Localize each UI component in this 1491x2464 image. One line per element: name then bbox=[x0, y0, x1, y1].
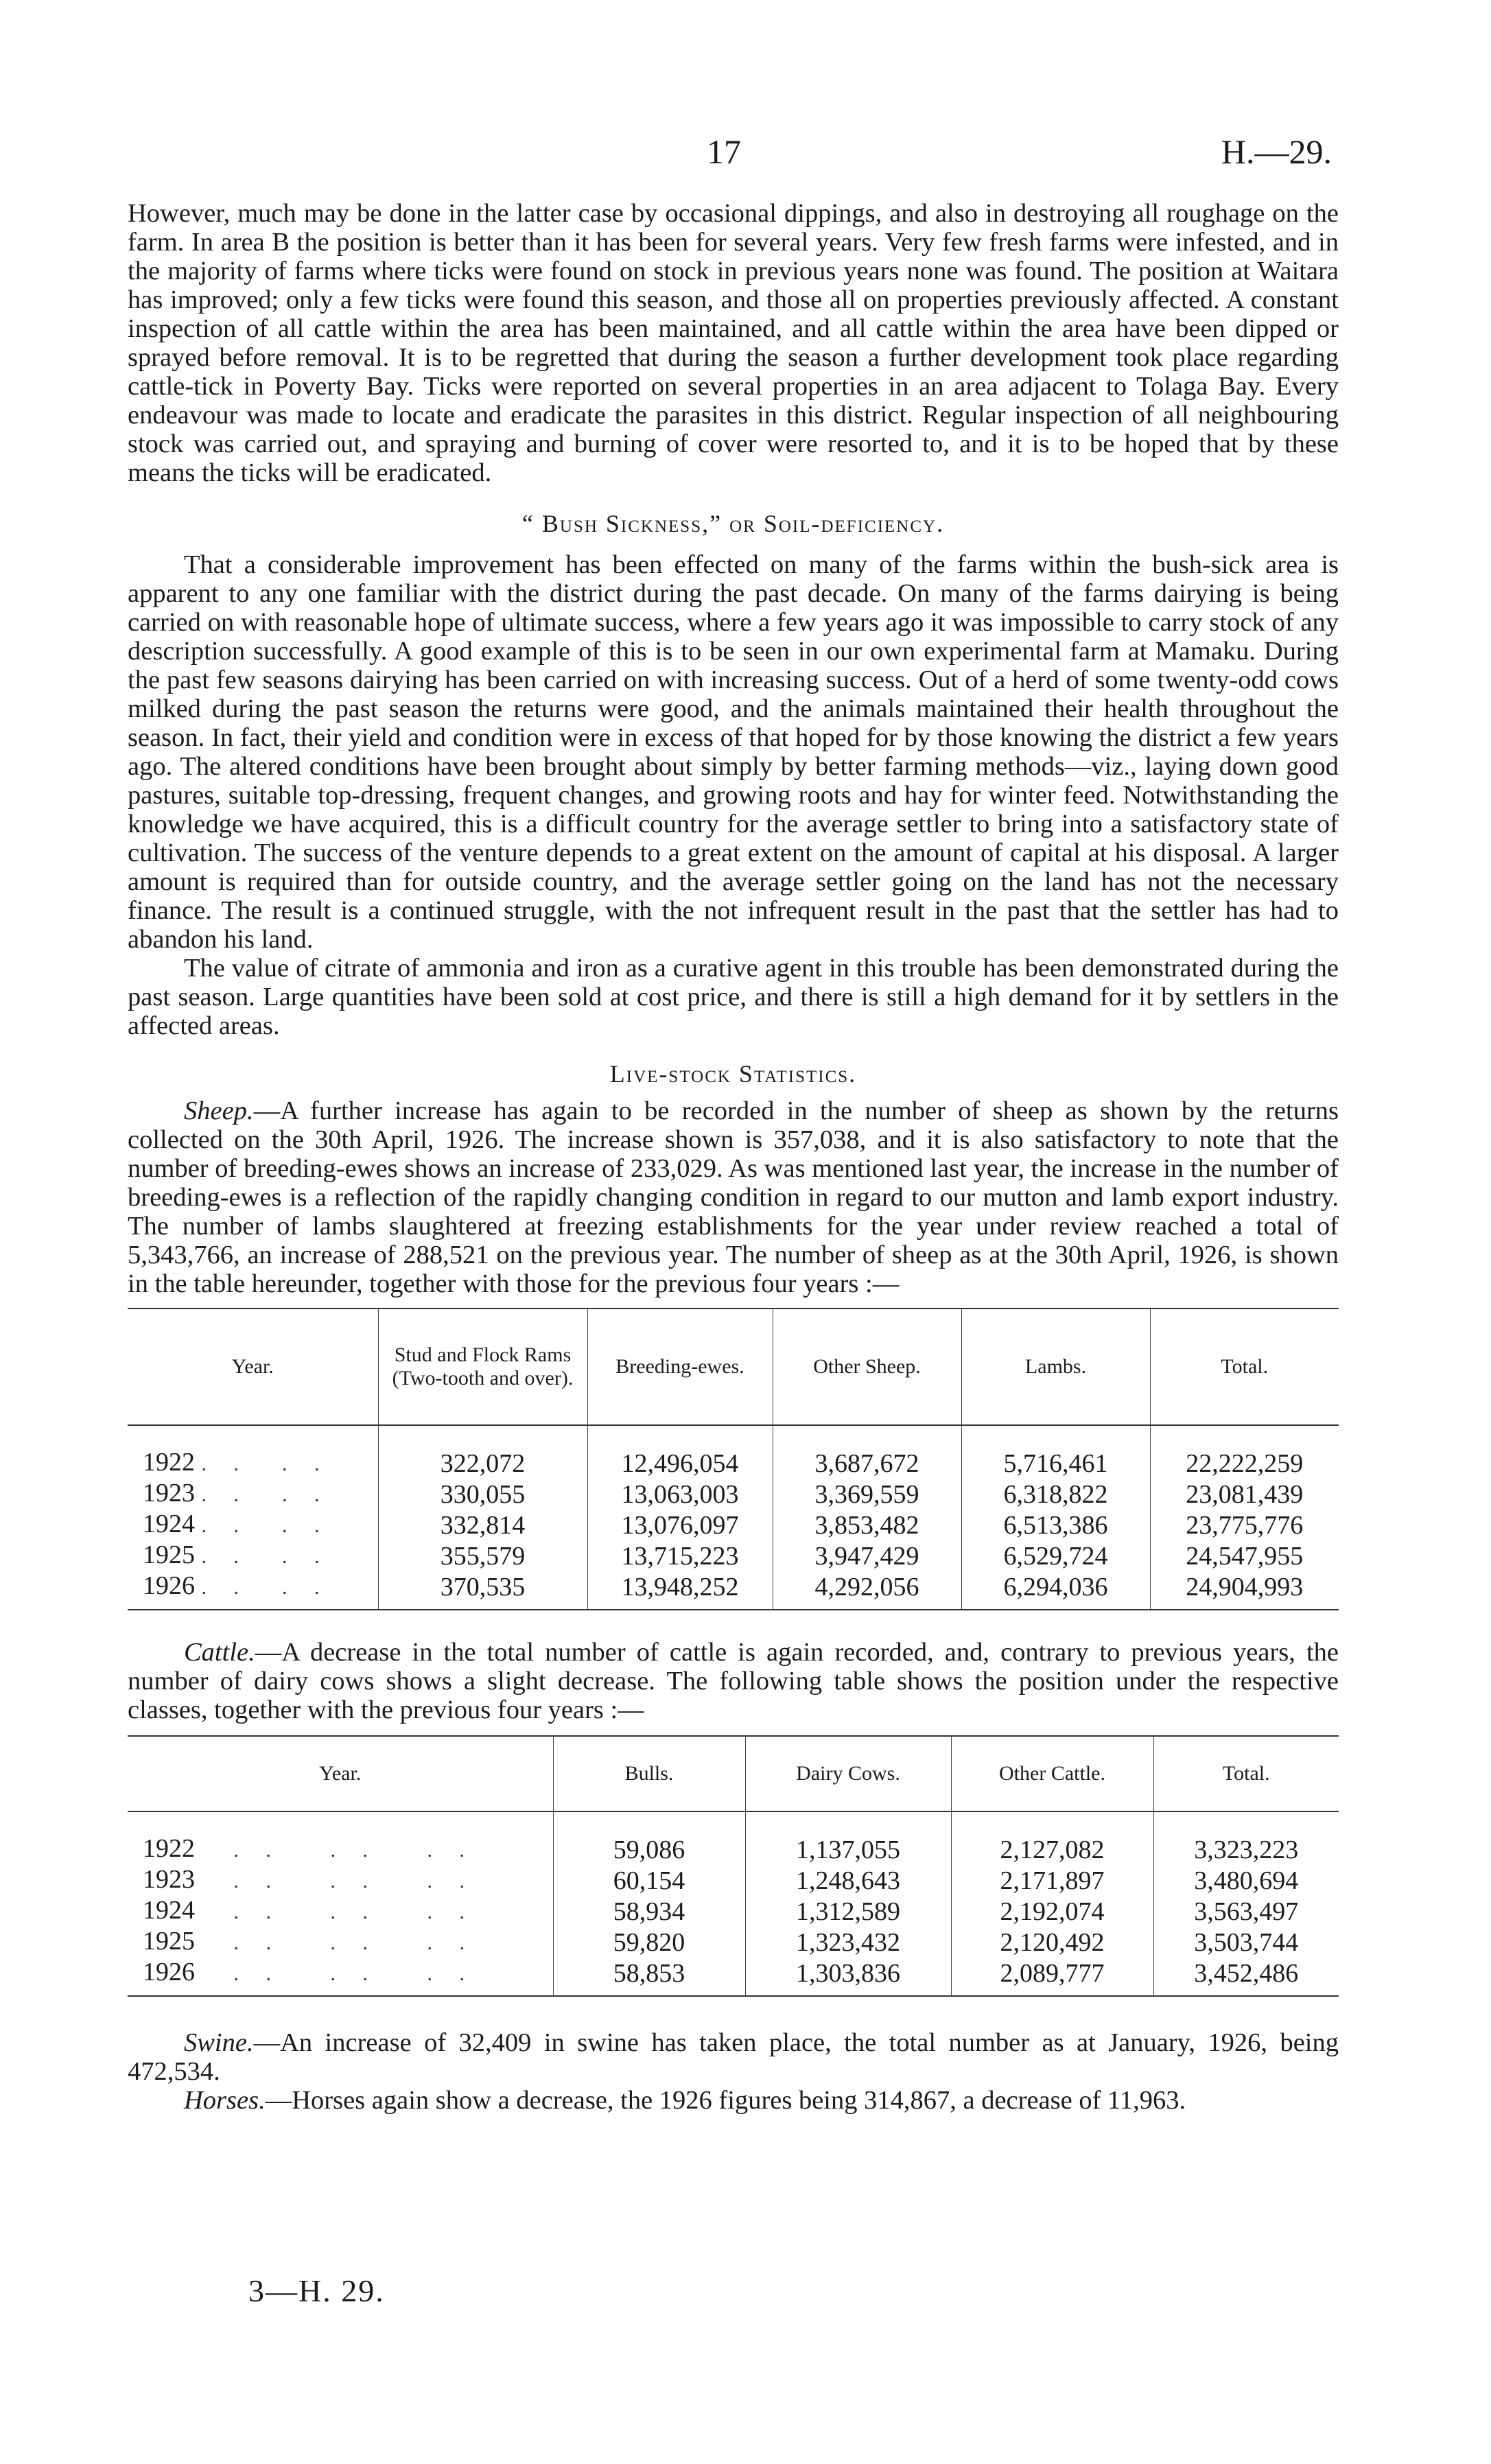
cattle-header-other: Other Cattle. bbox=[951, 1736, 1153, 1811]
sheep-text: —A further increase has again to be recorded in the number of sheep as shown by the returns collected on the 30th April, 1926. The increase shown is 357,038, and it is also satisfactory to note that the number of breeding-ewes shows an increase of 233,029. As was mentioned last year, the increase in the number of breeding-ewes is a reflection of the rapidly changing condition in regard to our mutton and lamb export industry. The number of lambs slaughtered at freezing establishments for the year under review reached a total of 5,343,766, an increase of 288,521 on the previous year. The number of sheep as at the 30th April, 1926, is shown in the table hereunder, together with those for the previous four years :— bbox=[128, 1096, 1339, 1298]
table-row: 1922 . . . . 322,072 12,496,054 3,687,672 5,716,461 22,222,259 bbox=[128, 1448, 1339, 1479]
row-bulls: 60,154 bbox=[553, 1865, 745, 1896]
row-total: 24,547,955 bbox=[1150, 1540, 1339, 1571]
row-total: 23,081,439 bbox=[1150, 1479, 1339, 1510]
cattle-table-header bbox=[128, 1736, 1339, 1811]
row-other: 2,120,492 bbox=[951, 1927, 1153, 1958]
row-dairy: 1,137,055 bbox=[745, 1834, 951, 1865]
row-year: 1922 bbox=[143, 1448, 195, 1477]
page-number: 17 bbox=[707, 132, 741, 171]
swine-text: —An increase of 32,409 in swine has taken place, the total number as at January, 1926, being 472,534. bbox=[128, 2028, 1339, 2086]
row-year: 1926 bbox=[143, 1958, 195, 1986]
row-ewes: 12,496,054 bbox=[587, 1448, 773, 1479]
row-rams: 322,072 bbox=[378, 1448, 587, 1479]
row-other: 3,369,559 bbox=[773, 1479, 961, 1510]
row-total: 3,563,497 bbox=[1153, 1896, 1339, 1927]
row-bulls: 58,934 bbox=[553, 1896, 745, 1927]
row-total: 3,323,223 bbox=[1153, 1834, 1339, 1865]
row-ewes: 13,076,097 bbox=[587, 1510, 773, 1540]
cattle-paragraph bbox=[128, 1638, 1339, 1724]
row-other: 2,171,897 bbox=[951, 1865, 1153, 1896]
cattle-text: —A decrease in the total number of cattle is again recorded, and, contrary to previous years, the number of dairy cows shows a slight decrease. The following table shows the position under the respective classes, together with the previous four years :— bbox=[128, 1638, 1339, 1724]
cattle-header-year: Year. bbox=[128, 1736, 553, 1811]
sheep-header-ewes: Breeding-ewes. bbox=[587, 1309, 773, 1425]
signature-mark: 3—H. 29. bbox=[248, 2273, 385, 2308]
sheep-header-other: Other Sheep. bbox=[773, 1309, 961, 1425]
row-other: 2,192,074 bbox=[951, 1896, 1153, 1927]
row-total: 3,503,744 bbox=[1153, 1927, 1339, 1958]
row-year: 1925 bbox=[143, 1927, 195, 1956]
document-body bbox=[128, 199, 1339, 2115]
row-other: 3,947,429 bbox=[773, 1540, 961, 1571]
horses-text: —Horses again show a decrease, the 1926 figures being 314,867, a decrease of 11,963. bbox=[265, 2086, 1186, 2115]
row-dairy: 1,312,589 bbox=[745, 1896, 951, 1927]
row-year: 1924 bbox=[143, 1896, 195, 1925]
sheep-table bbox=[128, 1308, 1339, 1610]
swine-paragraph bbox=[128, 2028, 1339, 2086]
row-year: 1922 bbox=[143, 1834, 195, 1863]
document-reference: H.—29. bbox=[1221, 132, 1332, 171]
table-row: 1923 . . . . 330,055 13,063,003 3,369,559 6,318,822 23,081,439 bbox=[128, 1479, 1339, 1510]
table-row: 1924 . . . . 332,814 13,076,097 3,853,482 6,513,386 23,775,776 bbox=[128, 1510, 1339, 1540]
sheep-header-total: Total. bbox=[1150, 1309, 1339, 1425]
table-row: 1925 . . . . . . 59,820 1,323,432 2,120,492 3,503,744 bbox=[128, 1927, 1339, 1958]
sheep-header-year: Year. bbox=[128, 1309, 378, 1425]
horses-label: Horses. bbox=[184, 2086, 266, 2115]
row-ewes: 13,715,223 bbox=[587, 1540, 773, 1571]
sheep-label: Sheep. bbox=[184, 1096, 254, 1125]
row-ewes: 13,948,252 bbox=[587, 1571, 773, 1610]
row-lambs: 5,716,461 bbox=[961, 1448, 1150, 1479]
swine-label: Swine. bbox=[184, 2028, 254, 2057]
sheep-header-lambs: Lambs. bbox=[961, 1309, 1150, 1425]
cattle-header-total: Total. bbox=[1153, 1736, 1339, 1811]
table-row: 1926 . . . . . . 58,853 1,303,836 2,089,777 3,452,486 bbox=[128, 1958, 1339, 1996]
row-other: 2,089,777 bbox=[951, 1958, 1153, 1996]
row-year: 1923 bbox=[143, 1479, 195, 1507]
table-row: 1923 . . . . . . 60,154 1,248,643 2,171,897 3,480,694 bbox=[128, 1865, 1339, 1896]
row-year: 1926 bbox=[143, 1571, 195, 1600]
row-bulls: 59,820 bbox=[553, 1927, 745, 1958]
row-year: 1925 bbox=[143, 1540, 195, 1569]
row-rams: 330,055 bbox=[378, 1479, 587, 1510]
row-dairy: 1,248,643 bbox=[745, 1865, 951, 1896]
row-total: 24,904,993 bbox=[1150, 1571, 1339, 1610]
row-bulls: 58,853 bbox=[553, 1958, 745, 1996]
row-lambs: 6,318,822 bbox=[961, 1479, 1150, 1510]
livestock-heading: Live-stock Statistics. bbox=[609, 1060, 857, 1088]
row-dairy: 1,323,432 bbox=[745, 1927, 951, 1958]
row-bulls: 59,086 bbox=[553, 1834, 745, 1865]
table-row: 1922 . . . . . . 59,086 1,137,055 2,127,082 3,323,223 bbox=[128, 1834, 1339, 1865]
table-row: 1924 . . . . . . 58,934 1,312,589 2,192,074 3,563,497 bbox=[128, 1896, 1339, 1927]
intro-paragraph: However, much may be done in the latter case by occasional dippings, and also in destroying all roughage on the farm. In area B the position is better than it has been for several years. Very few fresh farms were infested, and in the majority of farms where ticks were found on stock in previous years none was found. The position at Waitara has improved; only a few ticks were found this season, and those all on properties previously affected. A constant inspection of all cattle within the area has been maintained, and all cattle within the area have been dipped or sprayed before removal. It is to be regretted that during the season a further development took place regarding cattle-tick in Poverty Bay. Ticks were reported on several properties in an area adjacent to Tolaga Bay. Every endeavour was made to locate and eradicate the parasites in this district. Regular inspection of all neighbouring stock was carried out, and spraying and burning of cover were resorted to, and it is to be hoped that by these means the ticks will be eradicated. bbox=[128, 199, 1339, 487]
row-other: 3,687,672 bbox=[773, 1448, 961, 1479]
row-year: 1923 bbox=[143, 1865, 195, 1894]
row-total: 23,775,776 bbox=[1150, 1510, 1339, 1540]
row-year: 1924 bbox=[143, 1510, 195, 1538]
row-ewes: 13,063,003 bbox=[587, 1479, 773, 1510]
row-rams: 355,579 bbox=[378, 1540, 587, 1571]
row-total: 3,452,486 bbox=[1153, 1958, 1339, 1996]
row-rams: 332,814 bbox=[378, 1510, 587, 1540]
row-total: 22,222,259 bbox=[1150, 1448, 1339, 1479]
cattle-header-dairy: Dairy Cows. bbox=[745, 1736, 951, 1811]
row-other: 4,292,056 bbox=[773, 1571, 961, 1610]
sheep-table-header bbox=[128, 1309, 1339, 1425]
row-total: 3,480,694 bbox=[1153, 1865, 1339, 1896]
page-header bbox=[0, 132, 1491, 180]
table-row: 1925 . . . . 355,579 13,715,223 3,947,429 6,529,724 24,547,955 bbox=[128, 1540, 1339, 1571]
cattle-header-bulls: Bulls. bbox=[553, 1736, 745, 1811]
row-other: 2,127,082 bbox=[951, 1834, 1153, 1865]
cattle-table bbox=[128, 1735, 1339, 1997]
row-other: 3,853,482 bbox=[773, 1510, 961, 1540]
row-lambs: 6,513,386 bbox=[961, 1510, 1150, 1540]
sheep-paragraph bbox=[128, 1096, 1339, 1298]
bush-sickness-paragraph-1: That a considerable improvement has been effected on many of the farms within the bush-sick area is apparent to any one familiar with the district during the past decade. On many of the farms dairying is being carried on with reasonable hope of ultimate success, where a few years ago it was impossible to carry stock of any description successfully. A good example of this is to be seen in our own experimental farm at Mamaku. During the past few seasons dairying has been carried on with increasing success. Out of a herd of some twenty-odd cows milked during the past season the returns were good, and the animals maintained their health throughout the season. In fact, their yield and condition were in excess of that hoped for by those knowing the district a few years ago. The altered conditions have been brought about simply by better farming methods—viz., laying down good pastures, suitable top-dressing, frequent changes, and growing roots and hay for winter feed. Notwithstanding the knowledge we have acquired, this is a difficult country for the average settler to bring into a satisfactory state of cultivation. The success of the venture depends to a great extent on the amount of capital at his disposal. A larger amount is required than for outside country, and the average settler going on the land has not the necessary finance. The result is a continued struggle, with the not infrequent result in the past that the settler has had to abandon his land. bbox=[128, 550, 1339, 954]
bush-sickness-paragraph-2: The value of citrate of ammonia and iron as a curative agent in this trouble has been demonstrated during the past season. Large quantities have been sold at cost price, and there is still a high demand for it by settlers in the affected areas. bbox=[128, 954, 1339, 1040]
row-lambs: 6,529,724 bbox=[961, 1540, 1150, 1571]
cattle-label: Cattle. bbox=[184, 1638, 255, 1667]
table-row: 1926 . . . . 370,535 13,948,252 4,292,056 6,294,036 24,904,993 bbox=[128, 1571, 1339, 1610]
row-dairy: 1,303,836 bbox=[745, 1958, 951, 1996]
horses-paragraph bbox=[128, 2086, 1339, 2115]
row-rams: 370,535 bbox=[378, 1571, 587, 1610]
row-lambs: 6,294,036 bbox=[961, 1571, 1150, 1610]
sheep-header-rams: Stud and Flock Rams (Two-tooth and over). bbox=[378, 1309, 587, 1425]
bush-sickness-heading: “ Bush Sickness,” or Soil-deficiency. bbox=[521, 510, 945, 537]
